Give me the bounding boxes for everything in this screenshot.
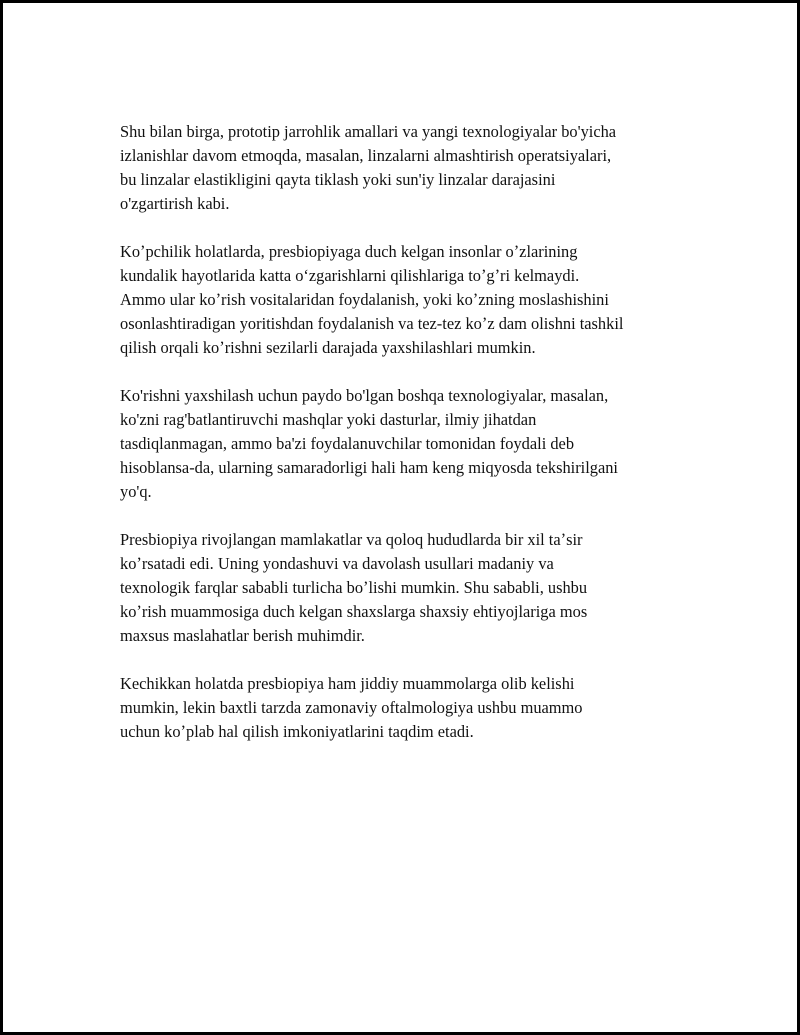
text-line: Presbiopiya rivojlangan mamlakatlar va qoloq hududlarda bir xil taʼsir xyxy=(120,530,583,549)
text-line: osonlashtiradigan yoritishdan foydalanish va tez-tez koʼz dam olishni tashkil xyxy=(120,314,624,333)
text-line: koʼrsatadi edi. Uning yondashuvi va davolash usullari madaniy va xyxy=(120,554,554,573)
paragraph-4 xyxy=(120,528,705,648)
text-line: texnologik farqlar sababli turlicha boʼlishi mumkin. Shu sababli, ushbu xyxy=(120,578,588,597)
paragraph-5 xyxy=(120,672,705,744)
text-line: izlanishlar davom etmoqda, masalan, linzalarni almashtirish operatsiyalari, xyxy=(120,146,612,165)
text-line: mumkin, lekin baxtli tarzda zamonaviy oftalmologiya ushbu muammo xyxy=(120,698,583,717)
text-line: uchun koʼplab hal qilish imkoniyatlarini taqdim etadi. xyxy=(120,722,474,741)
text-line: kundalik hayotlarida katta oʻzgarishlarni qilishlariga toʼgʼri kelmaydi. xyxy=(120,266,580,285)
text-line: bu linzalar elastikligini qayta tiklash yoki sun'iy linzalar darajasini xyxy=(120,170,556,189)
paragraph-3 xyxy=(120,384,705,504)
text-line: o'zgartirish kabi. xyxy=(120,194,230,213)
paragraph-1 xyxy=(120,120,705,216)
paragraph-2 xyxy=(120,240,705,360)
text-line: koʼrish muammosiga duch kelgan shaxslarga shaxsiy ehtiyojlariga mos xyxy=(120,602,588,621)
text-line: Ko'rishni yaxshilash uchun paydo bo'lgan boshqa texnologiyalar, masalan, xyxy=(120,386,609,405)
text-line: Koʼpchilik holatlarda, presbiopiyaga duch kelgan insonlar oʼzlarining xyxy=(120,242,578,261)
text-line: tasdiqlanmagan, ammo ba'zi foydalanuvchilar tomonidan foydali deb xyxy=(120,434,575,453)
text-line: maxsus maslahatlar berish muhimdir. xyxy=(120,626,365,645)
text-line: ko'zni rag'batlantiruvchi mashqlar yoki dasturlar, ilmiy jihatdan xyxy=(120,410,537,429)
text-line: Shu bilan birga, prototip jarrohlik amallari va yangi texnologiyalar bo'yicha xyxy=(120,122,617,141)
document-body xyxy=(120,120,705,768)
text-line: hisoblansa-da, ularning samaradorligi hali ham keng miqyosda tekshirilgani xyxy=(120,458,618,477)
text-line: qilish orqali koʼrishni sezilarli darajada yaxshilashlari mumkin. xyxy=(120,338,536,357)
text-line: Ammo ular koʼrish vositalaridan foydalanish, yoki koʼzning moslashishini xyxy=(120,290,609,309)
text-line: Kechikkan holatda presbiopiya ham jiddiy muammolarga olib kelishi xyxy=(120,674,575,693)
text-line: yo'q. xyxy=(120,482,152,501)
